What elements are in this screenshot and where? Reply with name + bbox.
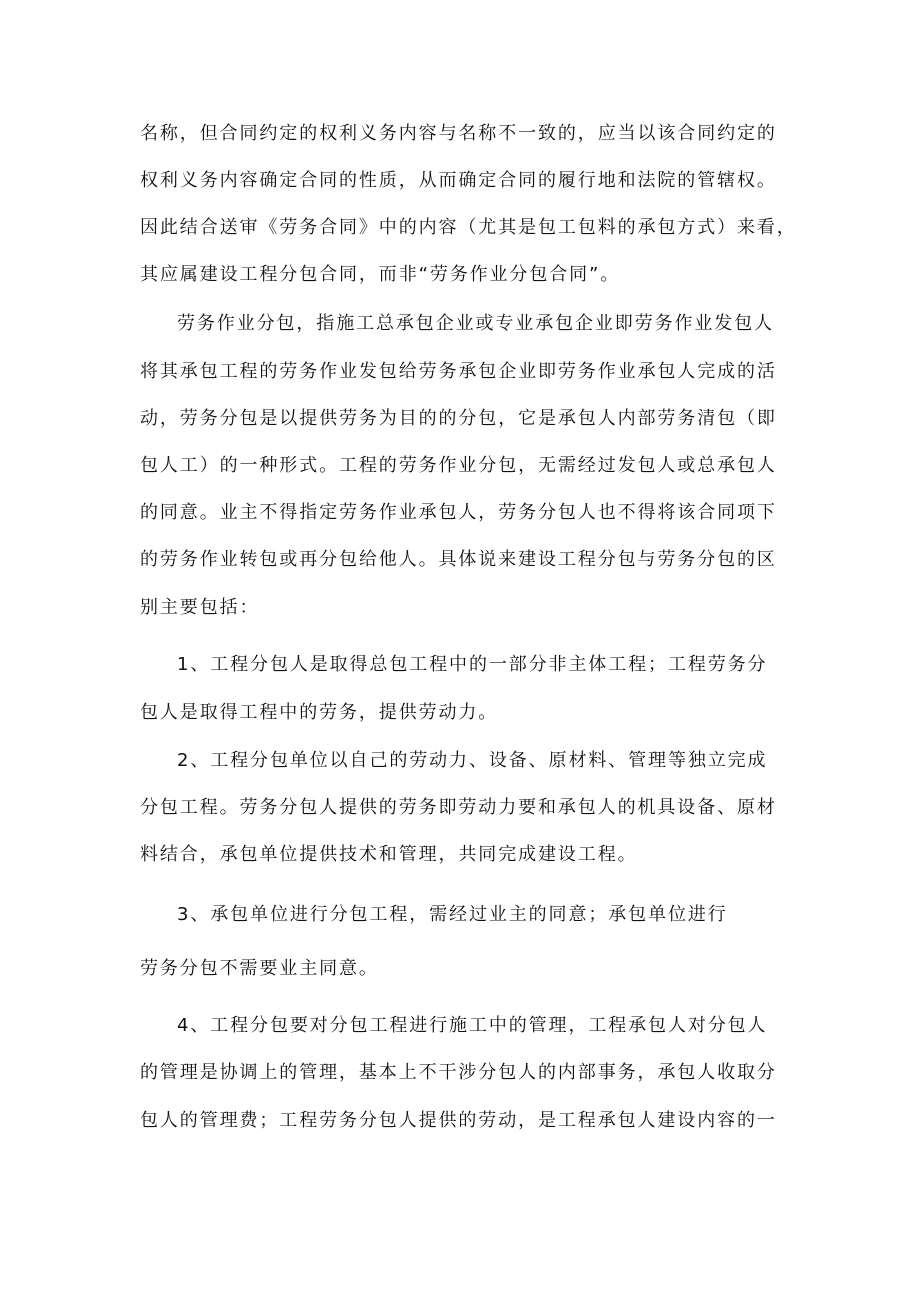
list-item-line: 2、工程分包单位以自己的劳动力、设备、原材料、管理等独立完成 bbox=[177, 750, 768, 771]
list-item-line: 4、工程分包要对分包工程进行施工中的管理，工程承包人对分包人 bbox=[177, 1015, 768, 1036]
paragraph-line: 包人工）的一种形式。工程的劳务作业分包，无需经过发包人或总承包人 bbox=[140, 455, 777, 476]
list-item-line: 分包工程。劳务分包人提供的劳务即劳动力要和承包人的机具设备、原材 bbox=[140, 797, 777, 818]
list-item-line: 劳务分包不需要业主同意。 bbox=[140, 958, 379, 979]
list-item-line: 的管理是协调上的管理，基本上不干涉分包人的内部事务，承包人收取分 bbox=[140, 1062, 777, 1083]
list-item-line: 包人的管理费；工程劳务分包人提供的劳动，是工程承包人建设内容的一 bbox=[140, 1110, 777, 1131]
list-item-line: 料结合，承包单位提供技术和管理，共同完成建设工程。 bbox=[140, 844, 638, 865]
paragraph-line: 因此结合送审《劳务合同》中的内容（尤其是包工包料的承包方式）来看， bbox=[140, 217, 797, 238]
paragraph-line: 劳务作业分包，指施工总承包企业或专业承包企业即劳务作业发包人 bbox=[177, 313, 774, 334]
list-item-line: 1、工程分包人是取得总包工程中的一部分非主体工程；工程劳务分 bbox=[177, 654, 768, 675]
list-item-line: 3、承包单位进行分包工程，需经过业主的同意；承包单位进行 bbox=[177, 904, 728, 925]
paragraph-line: 的同意。业主不得指定劳务作业承包人，劳务分包人也不得将该合同项下 bbox=[140, 502, 777, 523]
paragraph-line: 将其承包工程的劳务作业发包给劳务承包企业即劳务作业承包人完成的活 bbox=[140, 361, 777, 382]
paragraph-line: 权利义务内容确定合同的性质，从而确定合同的履行地和法院的管辖权。 bbox=[140, 170, 777, 191]
list-item-line: 包人是取得工程中的劳务，提供劳动力。 bbox=[140, 702, 499, 723]
paragraph-line: 动，劳务分包是以提供劳务为目的的分包，它是承包人内部劳务清包（即 bbox=[140, 408, 777, 429]
paragraph-line: 名称，但合同约定的权利义务内容与名称不一致的，应当以该合同约定的 bbox=[140, 123, 777, 144]
paragraph-line: 别主要包括： bbox=[140, 597, 260, 618]
paragraph-line: 其应属建设工程分包合同，而非“劳务作业分包合同”。 bbox=[140, 264, 621, 285]
paragraph-line: 的劳务作业转包或再分包给他人。具体说来建设工程分包与劳务分包的区 bbox=[140, 549, 777, 570]
